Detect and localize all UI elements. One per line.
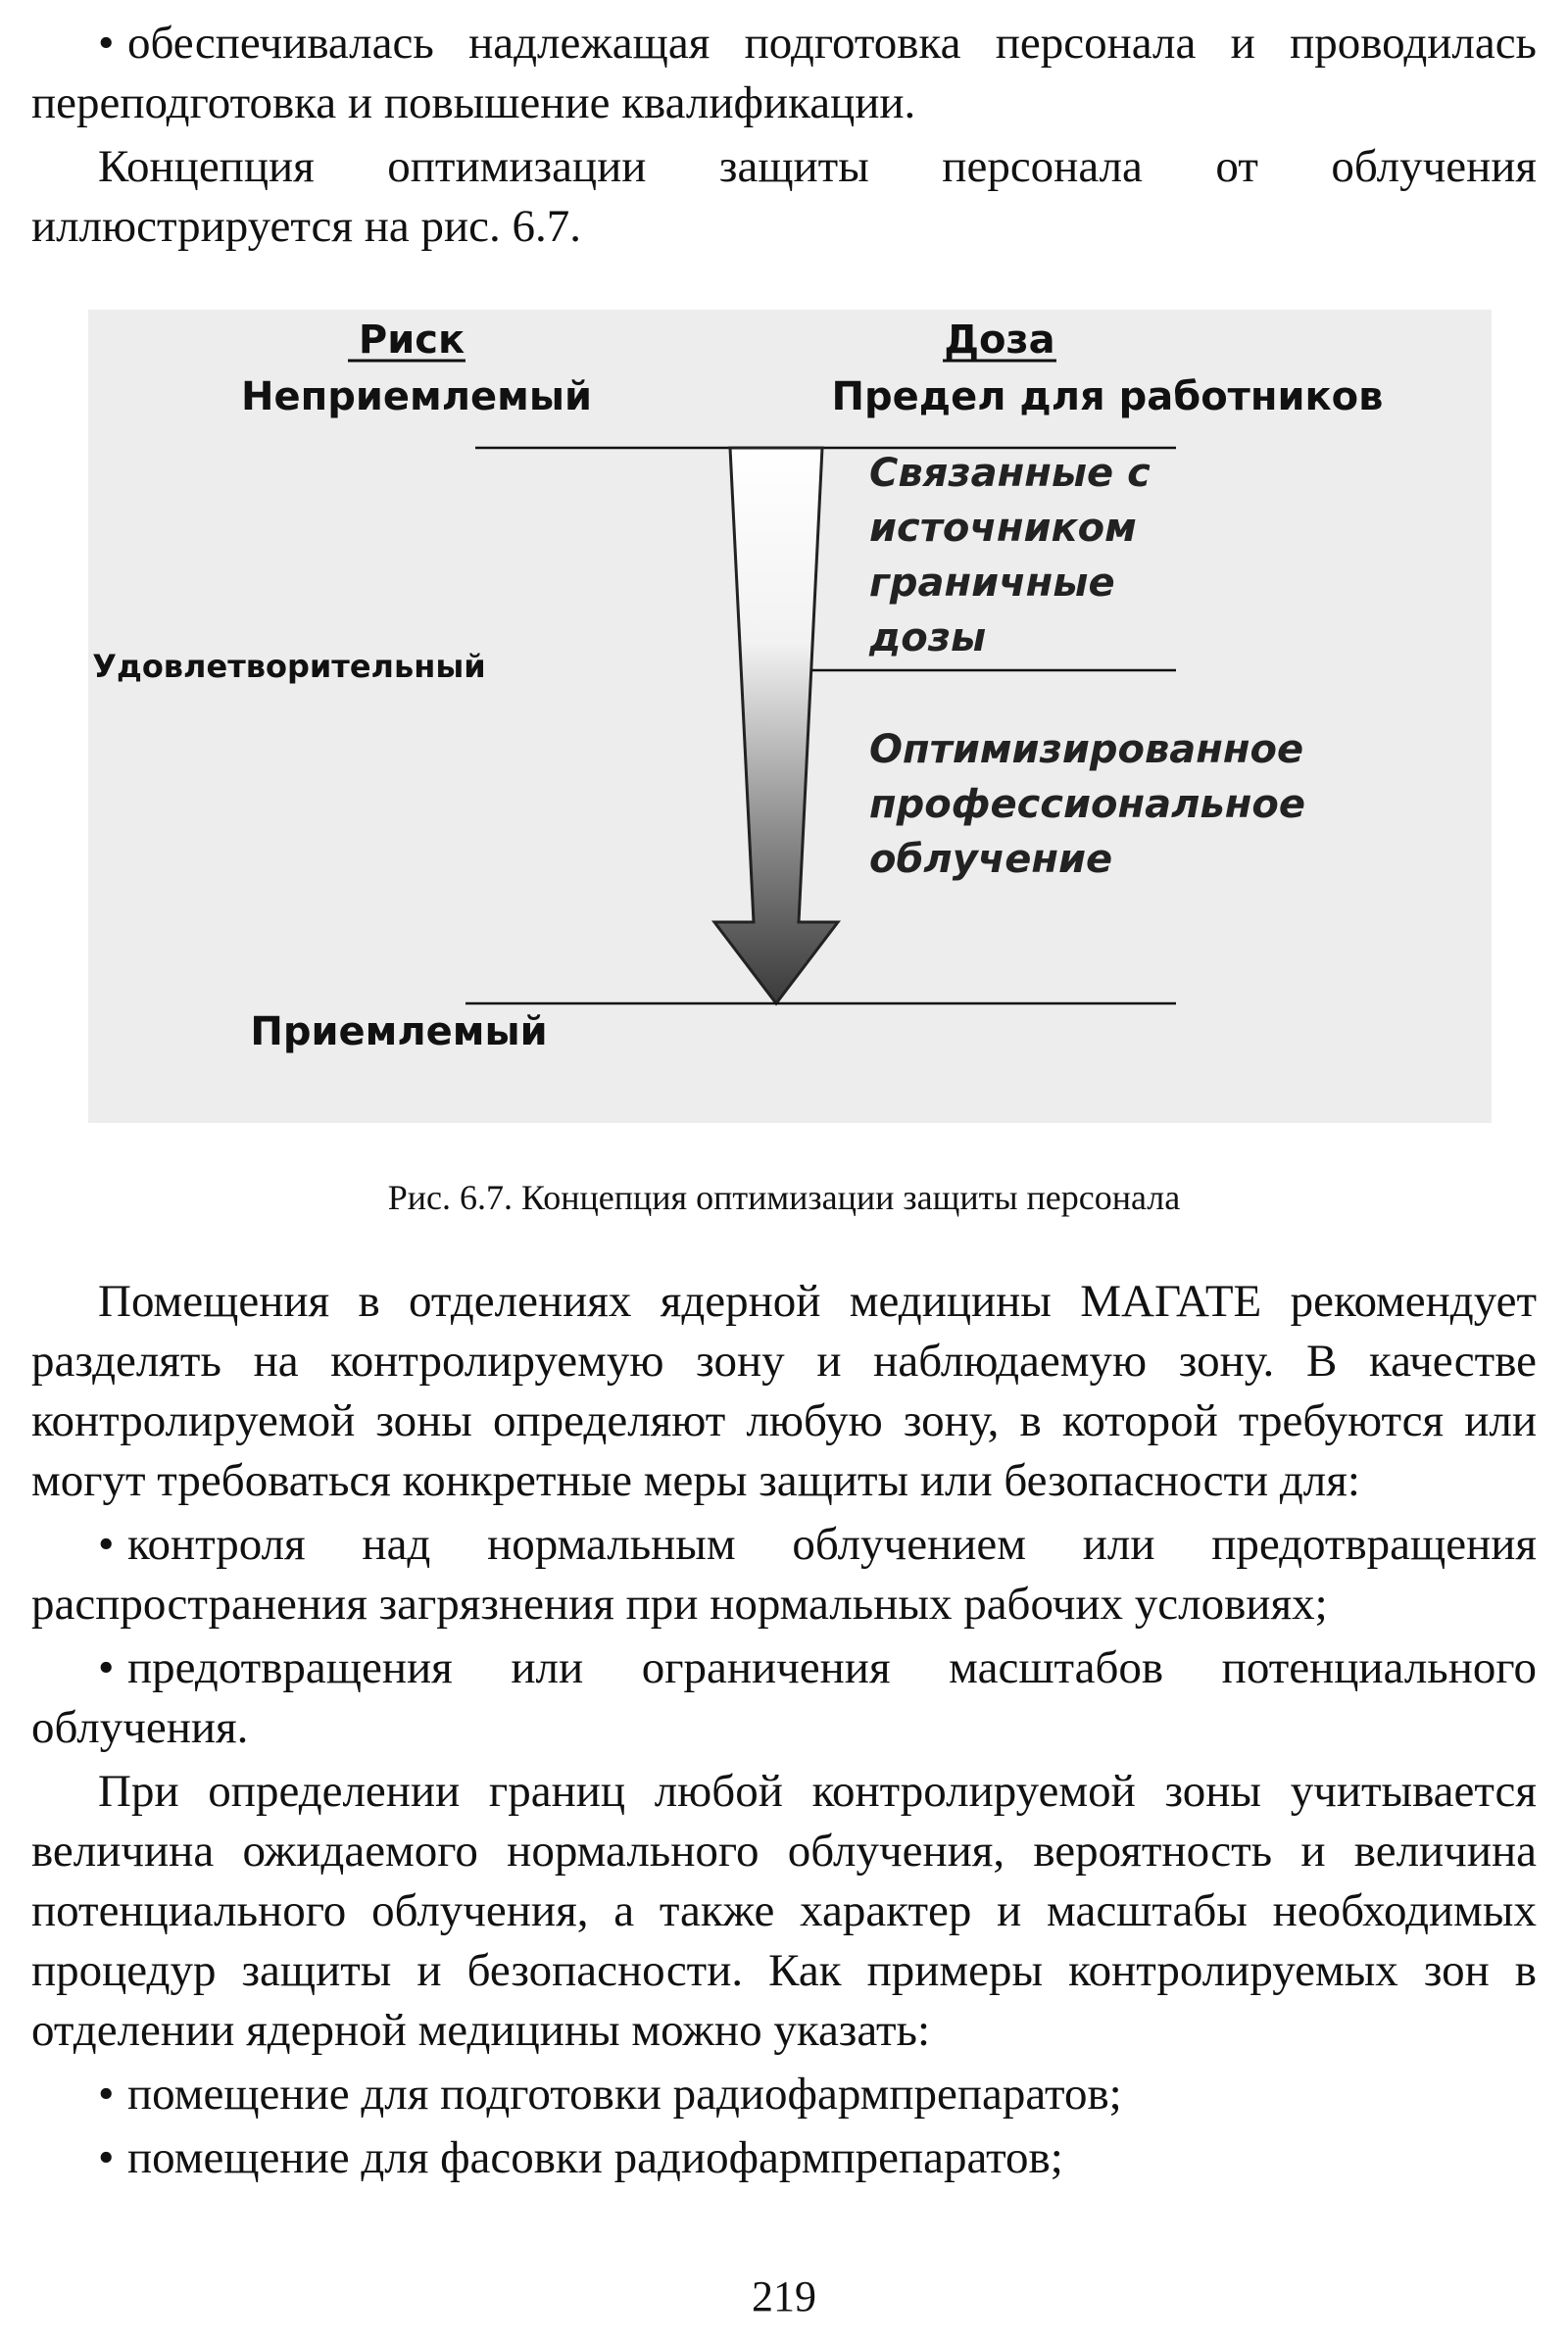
risk-unacceptable-label: Неприемлемый xyxy=(240,374,593,419)
risk-acceptable-label: Приемлемый xyxy=(250,1009,548,1054)
figure-caption: Рис. 6.7. Концепция оптимизации защиты персонала xyxy=(387,1178,1181,1217)
down-arrow-icon xyxy=(714,448,838,1003)
dose-limit-label: Предел для работников xyxy=(831,374,1384,419)
bullet-text: обеспечивалась надлежащая подготовка персонала и проводилась переподготовка и повышение квалификации. xyxy=(31,18,1537,128)
bullet-dot-icon: • xyxy=(98,2132,115,2183)
bullet-dot-icon: • xyxy=(98,18,115,69)
bullet-dot-icon: • xyxy=(98,2069,115,2120)
optimized-line-2: профессиональное xyxy=(869,782,1305,827)
figure-6-7 xyxy=(88,310,1492,1123)
paragraph: Помещения в отделениях ядерной медицины МАГАТЕ рекомендует разделять на контролируемую зону и наблюдаемую зону. В качестве контролируемой зоны определяют любую зону, в которой требуются или могут требоваться конкретные меры защиты или безопасности для: xyxy=(31,1276,1537,1506)
bullet-item xyxy=(31,2128,1537,2188)
bullet-text: предотвращения или ограничения масштабов потенциального облучения. xyxy=(31,1642,1537,1753)
constraint-line-1: Связанные с xyxy=(869,451,1151,496)
dose-header: Доза xyxy=(944,317,1055,363)
bullet-item xyxy=(31,14,1537,133)
bullet-dot-icon: • xyxy=(98,1519,115,1570)
bullet-item xyxy=(31,1638,1537,1758)
paragraph: При определении границ любой контролируемой зоны учитывается величина ожидаемого нормального облучения, вероятность и величина потенциального облучения, а также характер и масштабы необходимых процедур защиты и безопасности. Как примеры контролируемых зон в отделении ядерной медицины можно указать: xyxy=(31,1766,1537,2056)
risk-header: Риск xyxy=(358,317,466,363)
paragraph: Концепция оптимизации защиты персонала от облучения иллюстрируется на рис. 6.7. xyxy=(31,141,1537,252)
optimized-line-1: Оптимизированное xyxy=(869,727,1304,772)
bullet-text: контроля над нормальным облучением или предотвращения распространения загрязнения при нормальных рабочих условиях; xyxy=(31,1519,1537,1630)
constraint-line-4: дозы xyxy=(869,615,987,660)
constraint-line-2: источником xyxy=(869,506,1137,551)
bullet-item xyxy=(31,2065,1537,2124)
page-number: 219 xyxy=(752,2272,816,2320)
risk-dose-diagram xyxy=(88,310,1492,1123)
bullet-item xyxy=(31,1515,1537,1635)
bullet-dot-icon: • xyxy=(98,1642,115,1693)
top-text-block xyxy=(31,14,1537,257)
risk-satisfactory-label: Удовлетворительный xyxy=(92,648,486,685)
bullet-text: помещение для фасовки радиофармпрепаратов; xyxy=(127,2132,1063,2183)
body-text-block xyxy=(31,1272,1537,2188)
constraint-line-3: граничные xyxy=(869,561,1115,606)
optimized-line-3: облучение xyxy=(869,837,1113,882)
bullet-text: помещение для подготовки радиофармпрепаратов; xyxy=(127,2069,1122,2120)
